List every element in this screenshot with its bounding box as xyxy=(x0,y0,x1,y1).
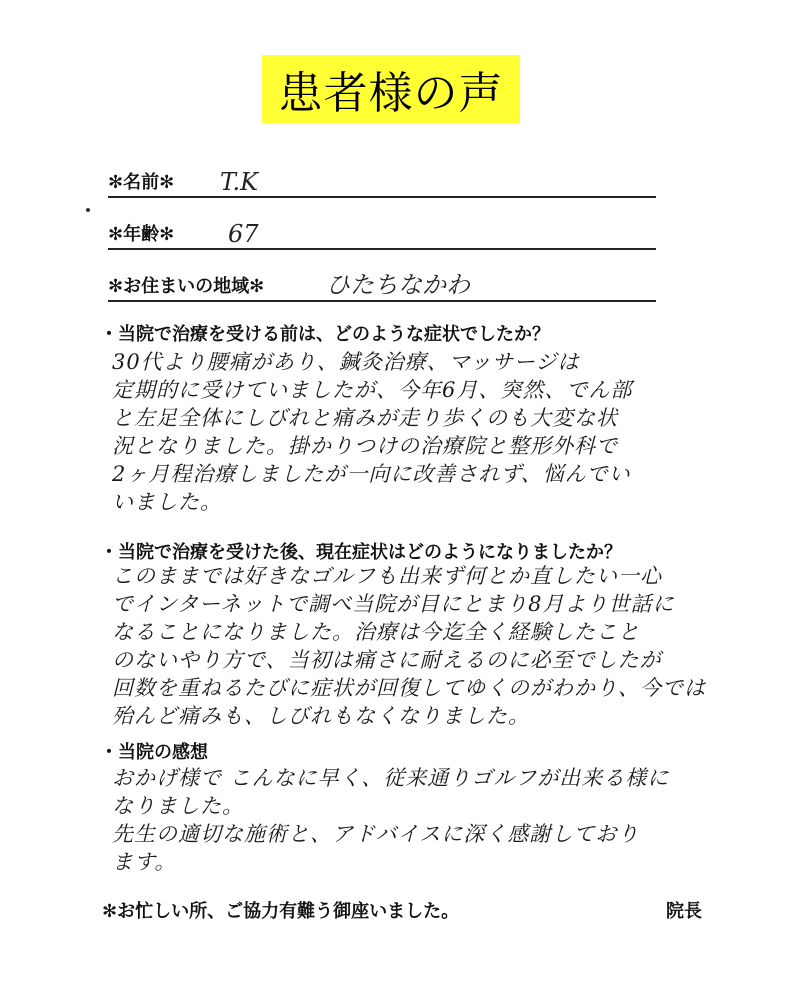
answer-line: このままでは好きなゴルフも出来ず何とか直したい一心 xyxy=(112,564,662,588)
name-label: ✻名前✻ xyxy=(108,172,175,193)
answer-line: 定期的に受けていましたが、今年6月、突然、でん部 xyxy=(112,378,633,402)
thank-you-message: ✻お忙しい所、ご協力有難う御座いました。 xyxy=(102,901,460,922)
page-title: 患者様の声 xyxy=(278,68,504,119)
area-field xyxy=(108,272,656,302)
answer-line: 況となりました。掛かりつけの治療院と整形外科で xyxy=(112,434,618,458)
age-label: ✻年齢✻ xyxy=(108,224,175,245)
age-value: 67 xyxy=(228,220,259,248)
answer-line: 先生の適切な施術と、アドバイスに深く感謝しており xyxy=(112,822,640,846)
director-signature: 院長 xyxy=(666,901,702,922)
area-label: ✻お住まいの地域✻ xyxy=(108,276,265,297)
area-value: ひたちなかわ xyxy=(326,271,470,299)
name-value: T.K xyxy=(220,168,259,196)
answer-before-treatment xyxy=(112,348,702,516)
name-field xyxy=(108,168,656,198)
answer-line: おかげ様で こんなに早く、従来通りゴルフが出来る様に xyxy=(112,766,670,790)
answer-line: と左足全体にしびれと痛みが走り歩くのも大変な状 xyxy=(112,406,618,430)
question-impressions: ・当院の感想 xyxy=(100,742,208,763)
answer-line: いました。 xyxy=(112,490,222,514)
answer-line: 2ヶ月程治療しましたが一向に改善されず、悩んでい xyxy=(112,462,631,486)
answer-line: でインターネットで調べ当院が目にとまり8月より世話に xyxy=(112,592,675,616)
answer-impressions xyxy=(112,764,702,876)
scan-speck xyxy=(86,208,90,212)
age-field xyxy=(108,220,656,250)
answer-line: 回数を重ねるたびに症状が回復してゆくのがわかり、今では xyxy=(112,676,706,700)
answer-line: 殆んど痛みも、しびれもなくなりました。 xyxy=(112,704,530,728)
title-banner xyxy=(262,55,520,123)
question-before-treatment: ・当院で治療を受ける前は、どのような症状でしたか？ xyxy=(100,324,550,345)
answer-line: なることになりました。治療は今迄全く経験したこと xyxy=(112,620,640,644)
question-after-treatment: ・当院で治療を受けた後、現在症状はどのようになりましたか？ xyxy=(100,542,622,563)
answer-after-treatment xyxy=(112,562,706,730)
answer-line: 30代より腰痛があり、鍼灸治療、マッサージは xyxy=(112,350,580,374)
age-underline xyxy=(108,248,656,250)
area-underline xyxy=(108,300,656,302)
name-underline xyxy=(108,196,656,198)
answer-line: ます。 xyxy=(112,850,177,874)
answer-line: なりました。 xyxy=(112,794,244,818)
answer-line: のないやり方で、当初は痛さに耐えるのに必至でしたが xyxy=(112,648,662,672)
